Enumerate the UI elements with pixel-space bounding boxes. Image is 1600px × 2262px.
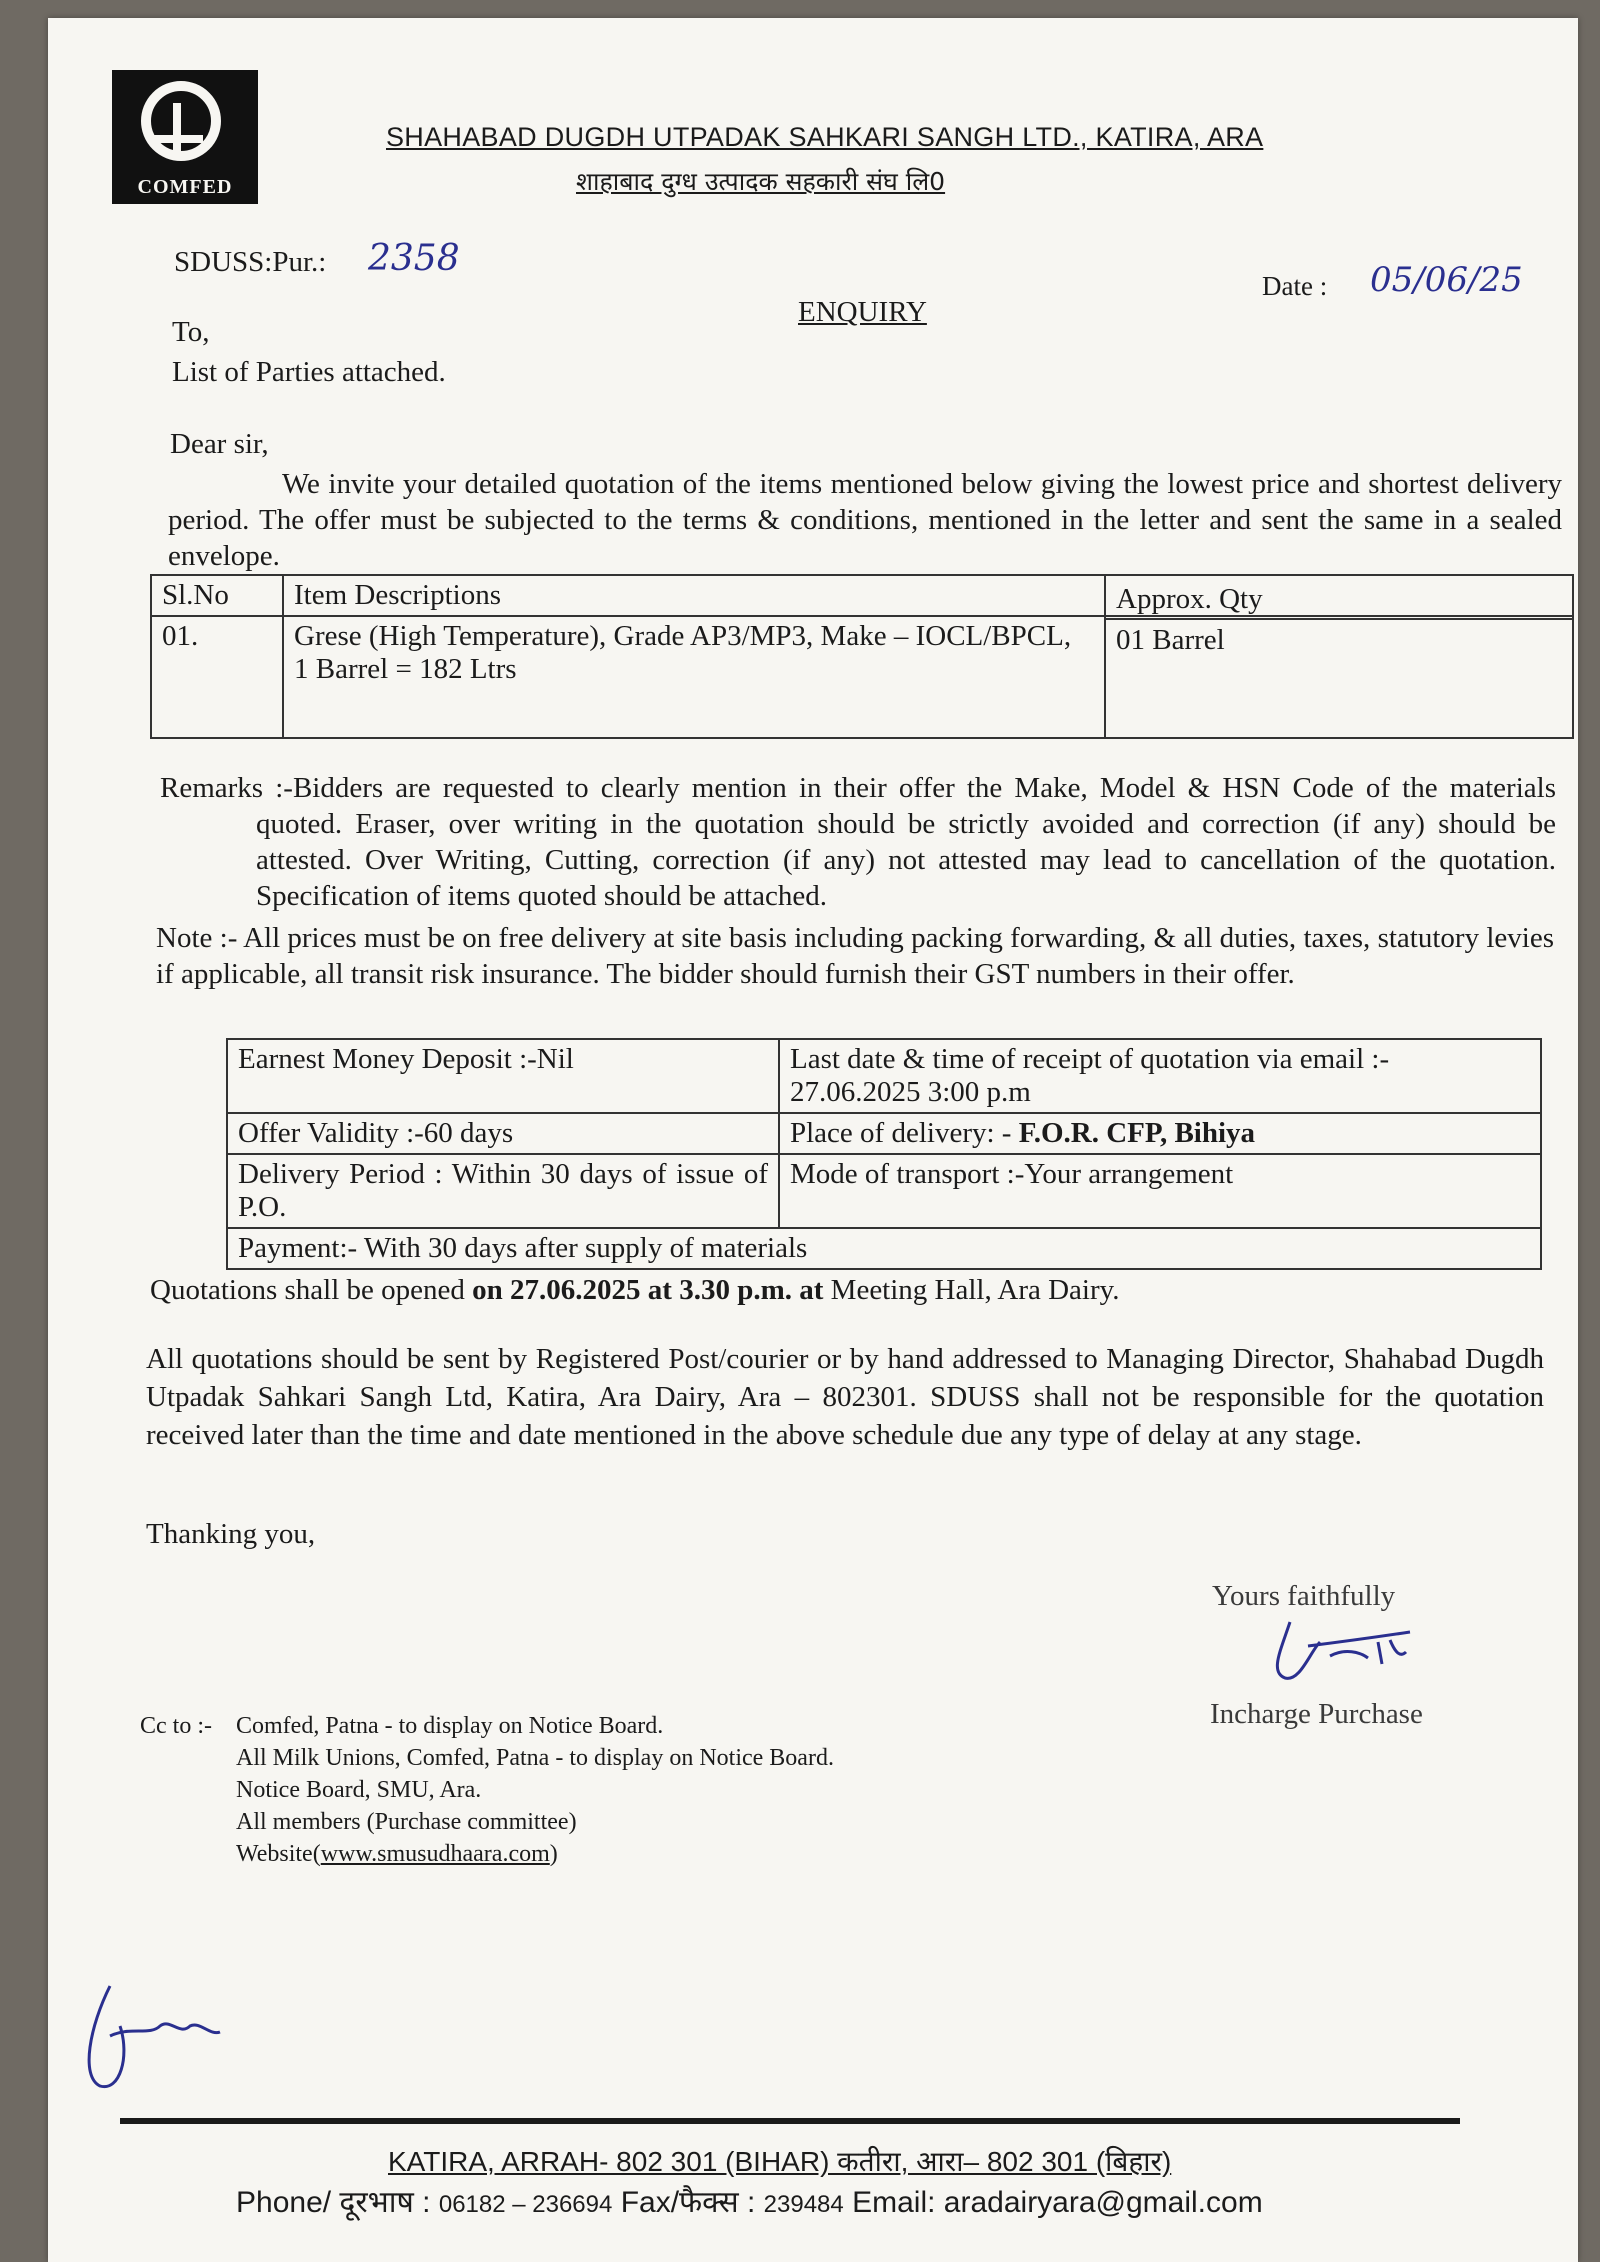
fax-number: 239484 [763,2191,844,2218]
org-name-english: SHAHABAD DUGDH UTPADAK SAHKARI SANGH LTD., KATIRA, ARA [386,122,1264,152]
opening-bold: on 27.06.2025 at 3.30 p.m. at [472,1274,824,1306]
table-row [227,1154,1541,1228]
footer-contact [236,2180,1263,2221]
table-row [227,1113,1541,1154]
opening-line [150,1272,1120,1308]
list-item: Notice Board, SMU, Ara. [236,1777,482,1803]
row-qty: 01 Barrel [1116,624,1225,656]
cc-label: Cc to :- [140,1713,212,1739]
table-row [227,1228,1541,1269]
list-item: Comfed, Patna - to display on Notice Board. [236,1713,664,1739]
submission-paragraph: All quotations should be sent by Registered Post/courier or by hand addressed to Managing Director, Shahabad Dugdh Utpadak Sahkari Sangh Ltd, Katira, Ara Dairy, Ara – 802301. SDUSS shall not be responsible for the quotation received later than the time and date mentioned in the above schedule due any type of delay at any stage. [146,1343,1544,1451]
remarks-block [160,770,1556,914]
row-description-line1: Grese (High Temperature), Grade AP3/MP3, Make – IOCL/BPCL, [294,620,1072,652]
initials-signature-icon [70,1966,250,2116]
row-description [283,616,1105,738]
logo-ring-icon [141,81,221,161]
payment-cell: Payment:- With 30 days after supply of materials [227,1228,1541,1269]
date-value: 05/06/25 [1370,260,1523,300]
header-slno: Sl.No [151,575,283,616]
remarks-label: Remarks :- [160,772,293,804]
intro-paragraph: We invite your detailed quotation of the items mentioned below giving the lowest price and shortest delivery period. The offer must be subjected to the terms & conditions, mentioned in the letter and sent the same in a sealed envelope. [168,468,1562,572]
list-item: All members (Purchase committee) [236,1809,577,1835]
place-value: F.O.R. CFP, Bihiya [1018,1117,1256,1149]
table-row [227,1039,1541,1113]
phone-number: 06182 – 236694 [438,2191,613,2218]
document-title: ENQUIRY [798,296,927,328]
table-row [151,616,1573,738]
validity-cell: Offer Validity :-60 days [227,1113,779,1154]
row-qty-cell [1105,583,1573,738]
list-item: All Milk Unions, Comfed, Patna - to display on Notice Board. [236,1745,834,1771]
logo-text: COMFED [137,176,233,198]
closing: Thanking you, [146,1518,316,1550]
salutation: Dear sir, [170,428,269,460]
emd-cell: Earnest Money Deposit :-Nil [227,1039,779,1113]
last-date-label: Last date & time of receipt of quotation via email :- [790,1043,1390,1075]
yours-faithfully: Yours faithfully [1212,1580,1396,1612]
row-slno: 01. [151,616,283,738]
reference-label: SDUSS:Pur.: [174,246,327,278]
reference-number: 2358 [368,238,460,279]
email-address[interactable]: aradairyara@gmail.com [943,2186,1263,2219]
fax-label: Fax/फैक्स : [620,2186,756,2219]
website-link[interactable]: www.smusudhaara.com [320,1841,550,1867]
last-date-value: 27.06.2025 3:00 p.m [790,1076,1031,1108]
row-description-line2: 1 Barrel = 182 Ltrs [294,653,517,685]
note-block [156,920,1554,992]
designation: Incharge Purchase [1210,1698,1423,1730]
opening-prefix: Quotations shall be opened [150,1274,473,1306]
opening-suffix: Meeting Hall, Ara Dairy. [823,1274,1120,1306]
cc-block [140,1710,834,1870]
footer-divider [120,2118,1460,2124]
terms-table [226,1038,1542,1270]
delivery-cell: Delivery Period : Within 30 days of issue of P.O. [227,1154,779,1228]
last-date-cell [779,1039,1541,1113]
header-description: Item Descriptions [283,575,1105,616]
note-label: Note :- [156,922,238,954]
items-table [150,574,1574,739]
phone-label: Phone/ दूरभाष : [236,2186,431,2219]
footer-address: KATIRA, ARRAH- 802 301 (BIHAR) कतीरा, आरा– 802 301 (बिहार) [388,2146,1172,2177]
note-text: All prices must be on free delivery at site basis including packing forwarding, & all duties, taxes, statutory levies if applicable, all transit risk insurance. The bidder should furnish their GST numbers in their offer. [156,922,1554,990]
transport-cell: Mode of transport :-Your arrangement [779,1154,1541,1228]
signature-icon [1250,1612,1430,1692]
place-label: Place of delivery: - [790,1117,1019,1149]
comfed-logo [112,70,258,204]
place-cell [779,1113,1541,1154]
email-label: Email: [852,2186,936,2219]
header-qty: Approx. Qty [1106,581,1572,620]
website-line: Website(www.smusudhaara.com) [236,1841,558,1867]
remarks-text: Bidders are requested to clearly mention in their offer the Make, Model & HSN Code of the materials quoted. Eraser, over writing in the quotation should be strictly avoided and correction (if any) should be attested. Over Writing, Cutting, correction (if any) not attested may lead to cancellation of the quotation. Specification of items quoted should be attached. [256,772,1556,912]
address-to: To, [172,316,210,348]
address-parties: List of Parties attached. [172,356,446,388]
date-label: Date : [1262,271,1328,301]
org-name-hindi: शाहाबाद दुग्ध उत्पादक सहकारी संघ लि0 [576,167,946,196]
